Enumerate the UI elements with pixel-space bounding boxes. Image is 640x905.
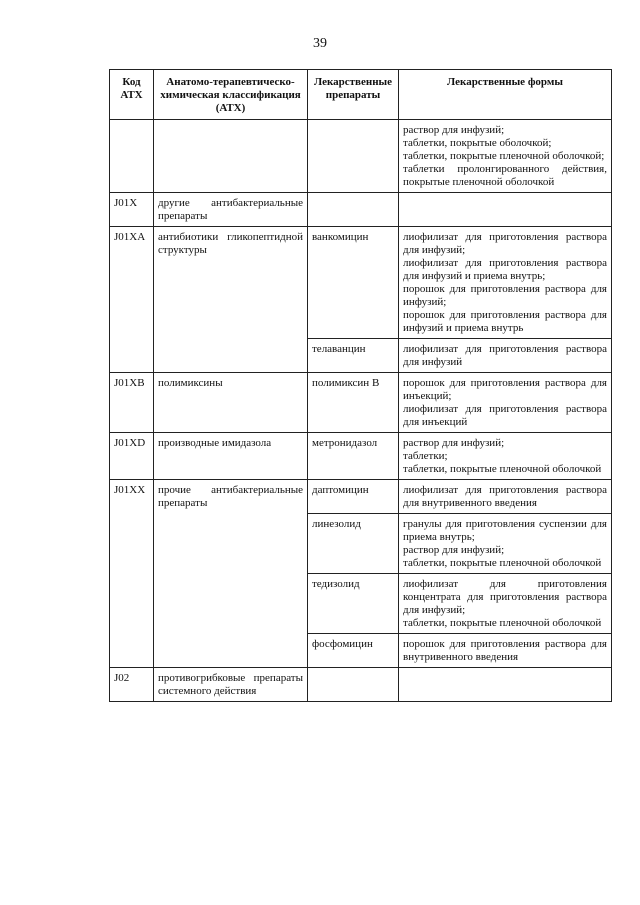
dosage-form-item: раствор для инфузий; [403, 124, 505, 136]
drug-name-cell: телаванцин [308, 339, 399, 373]
atx-code-cell: J02 [110, 668, 154, 702]
dosage-forms-cell [399, 373, 612, 433]
dosage-form-item: лиофилизат для приготовления раствора для внутривенного введения [403, 484, 607, 509]
dosage-forms-cell [399, 193, 612, 227]
dosage-form-item: раствор для инфузий; [403, 437, 505, 449]
table-row [110, 668, 612, 702]
dosage-forms-cell [399, 433, 612, 480]
table-row [110, 120, 612, 193]
dosage-form-item: лиофилизат для приготовления раствора для инфузий и приема внутрь; [403, 257, 607, 282]
dosage-forms-cell [399, 514, 612, 574]
dosage-forms-cell [399, 339, 612, 373]
drug-name-cell: фосфомицин [308, 634, 399, 668]
drug-name-cell: линезолид [308, 514, 399, 574]
drug-name-cell: тедизолид [308, 574, 399, 634]
drug-name-cell: ванкомицин [308, 227, 399, 339]
atx-classification-cell: производные имидазола [154, 433, 308, 480]
page-number: 39 [313, 36, 327, 51]
table-header-row [110, 70, 612, 120]
table-row [110, 480, 612, 514]
dosage-form-item: таблетки, покрытые пленочной оболочкой [403, 557, 602, 569]
table-row [110, 193, 612, 227]
dosage-form-item: гранулы для приготовления суспензии для приема внутрь; [403, 518, 607, 543]
dosage-form-item: раствор для инфузий; [403, 544, 505, 556]
atx-classification-cell: противогрибковые препараты системного действия [154, 668, 308, 702]
header-drugs: Лекарственные препараты [308, 70, 399, 120]
atx-classification-cell: прочие антибактериальные препараты [154, 480, 308, 668]
dosage-form-item: таблетки, покрытые пленочной оболочкой [403, 617, 602, 629]
dosage-form-item: порошок для приготовления раствора для инъекций; [403, 377, 607, 402]
drug-name-cell: полимиксин В [308, 373, 399, 433]
dosage-form-item: порошок для приготовления раствора для инфузий и приема внутрь [403, 309, 607, 334]
dosage-form-item: порошок для приготовления раствора для инфузий; [403, 283, 607, 308]
dosage-forms-cell [399, 634, 612, 668]
dosage-form-item: лиофилизат для приготовления раствора для инъекций [403, 403, 607, 428]
dosage-form-item: лиофилизат для приготовления раствора для инфузий [403, 343, 607, 368]
dosage-forms-cell [399, 227, 612, 339]
dosage-forms-cell [399, 574, 612, 634]
dosage-form-item: таблетки пролонгированного действия, покрытые пленочной оболочкой [403, 163, 607, 188]
dosage-form-item: лиофилизат для приготовления раствора для инфузий; [403, 231, 607, 256]
table-row [110, 227, 612, 339]
header-forms: Лекарственные формы [399, 70, 612, 120]
atx-code-cell [110, 120, 154, 193]
atx-classification-cell [154, 120, 308, 193]
atx-classification-cell: полимиксины [154, 373, 308, 433]
atx-table [109, 69, 612, 702]
header-code: Код АТХ [110, 70, 154, 120]
dosage-forms-cell [399, 120, 612, 193]
atx-classification-cell: антибиотики гликопептидной структуры [154, 227, 308, 373]
atx-code-cell: J01XD [110, 433, 154, 480]
atx-code-cell: J01XB [110, 373, 154, 433]
drug-name-cell [308, 120, 399, 193]
dosage-forms-cell [399, 480, 612, 514]
table-body [110, 120, 612, 702]
atx-classification-cell: другие антибактериальные препараты [154, 193, 308, 227]
dosage-form-item: таблетки, покрытые оболочкой; [403, 137, 552, 149]
table-row [110, 373, 612, 433]
dosage-form-item: таблетки; [403, 450, 448, 462]
drug-name-cell [308, 193, 399, 227]
drug-name-cell [308, 668, 399, 702]
dosage-form-item: лиофилизат для приготовления концентрата для приготовления раствора для инфузий; [403, 578, 607, 616]
dosage-form-item: порошок для приготовления раствора для внутривенного введения [403, 638, 607, 663]
atx-code-cell: J01XA [110, 227, 154, 373]
table-row [110, 433, 612, 480]
drug-name-cell: метронидазол [308, 433, 399, 480]
dosage-form-item: таблетки, покрытые пленочной оболочкой; [403, 150, 605, 162]
header-classification: Анатомо-терапевтическо-химическая классификация (АТХ) [154, 70, 308, 120]
drug-name-cell: даптомицин [308, 480, 399, 514]
atx-code-cell: J01X [110, 193, 154, 227]
atx-code-cell: J01XX [110, 480, 154, 668]
dosage-form-item: таблетки, покрытые пленочной оболочкой [403, 463, 602, 475]
dosage-forms-cell [399, 668, 612, 702]
